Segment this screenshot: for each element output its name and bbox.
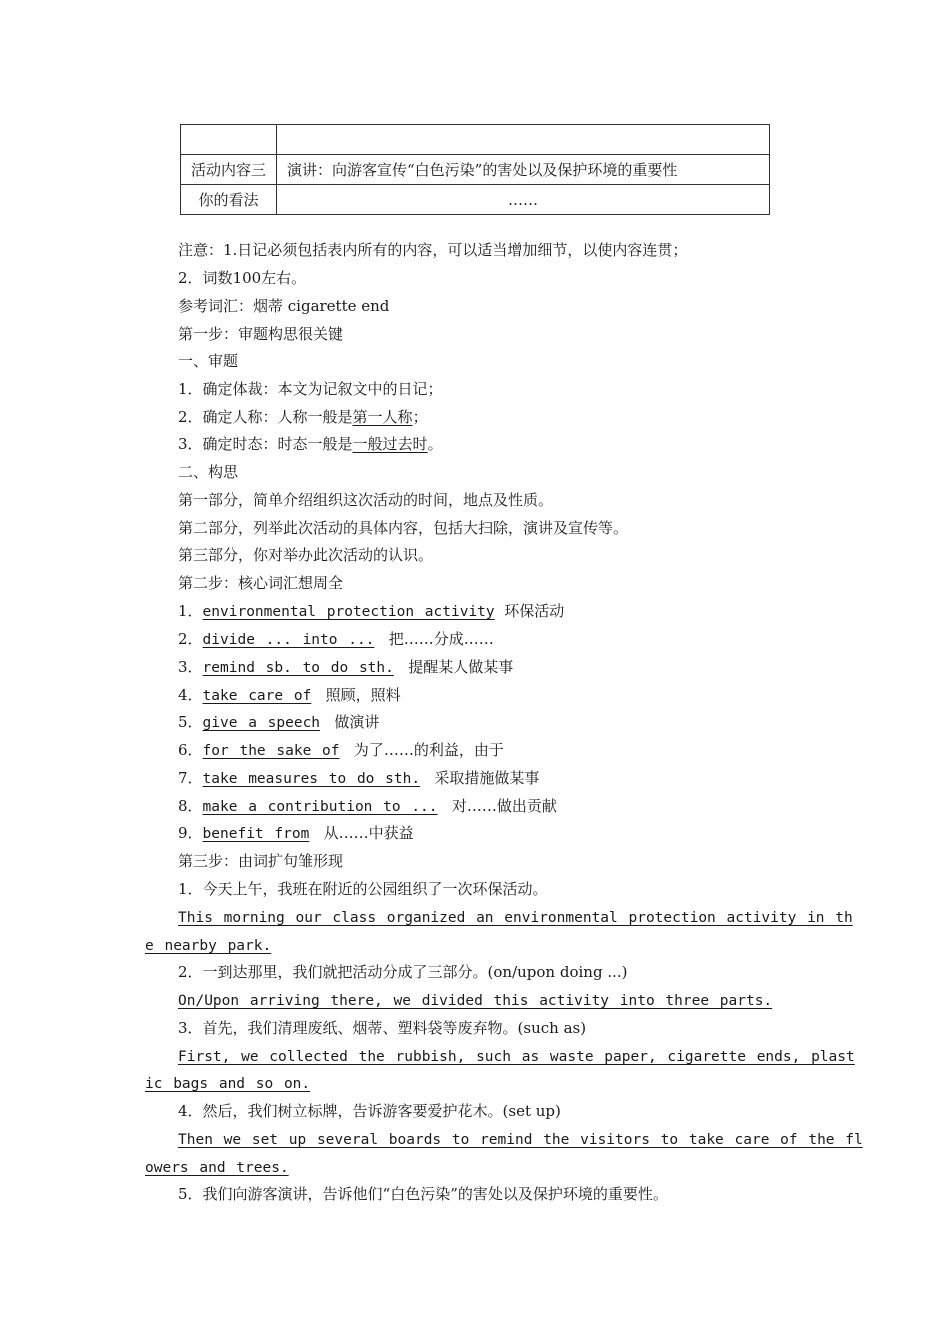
answer-text: ic bags and so on. (145, 1076, 311, 1092)
activity-table (180, 124, 770, 215)
vocab-item (178, 657, 513, 678)
vocab-meaning: 对……做出贡献 (451, 797, 557, 815)
item-number: 3． (178, 658, 203, 676)
table-cell-label (181, 125, 277, 155)
item-text: 3．确定时态：时态一般是 (178, 435, 353, 453)
outline-paragraph: 第一部分，简单介绍组织这次活动的时间，地点及性质。 (178, 491, 554, 509)
note-line: 注意：1.日记必须包括表内所有的内容，可以适当增加细节，以使内容连贯； (178, 241, 688, 259)
section-heading: 二、构思 (178, 463, 239, 481)
vocab-note: 参考词汇：烟蒂 cigarette end (178, 297, 390, 315)
step3-title: 第三步：由词扩句雏形现 (178, 852, 344, 870)
answer-text: On/Upon arriving there, we divided this activity into three parts. (178, 993, 773, 1009)
answer-text: Then we set up several boards to remind the visitors to take care of the fl (178, 1132, 863, 1148)
vocab-phrase: remind sb. to do sth. (202, 660, 394, 676)
answer-text: First, we collected the rubbish, such as waste paper, cigarette ends, plast (178, 1049, 855, 1065)
table-cell-label: 活动内容三 (181, 155, 277, 185)
sentence-prompt: 1．今天上午，我班在附近的公园组织了一次环保活动。 (178, 880, 548, 898)
step1-title: 第一步：审题构思很关键 (178, 325, 344, 343)
vocab-meaning: 采取措施做某事 (434, 769, 540, 787)
answer-text: 第一人称 (352, 408, 413, 426)
sentence-answer (145, 1073, 310, 1094)
table-cell-content: …… (277, 185, 770, 215)
item-text: 。 (427, 435, 443, 453)
vocab-item (178, 629, 494, 650)
answer-text: This morning our class organized an environmental protection activity in th (178, 910, 853, 926)
vocab-item (178, 712, 379, 733)
vocab-meaning: 照顾，照料 (325, 686, 401, 704)
vocab-phrase: environmental protection activity (202, 604, 495, 620)
vocab-item (178, 823, 414, 844)
vocab-meaning: 把……分成…… (388, 630, 494, 648)
vocab-phrase: make a contribution to ... (202, 799, 438, 815)
vocab-meaning: 从……中获益 (323, 824, 414, 842)
item-number: 4． (178, 686, 203, 704)
table-row (181, 155, 770, 185)
sentence-answer (178, 990, 772, 1011)
section-heading: 一、审题 (178, 352, 239, 370)
sentence-answer (178, 1046, 855, 1067)
item-number: 6． (178, 741, 203, 759)
sentence-answer (178, 1129, 863, 1150)
sentence-prompt: 3．首先，我们清理废纸、烟蒂、塑料袋等废弃物。(such as) (178, 1019, 587, 1037)
vocab-item (178, 740, 504, 761)
vocab-phrase: benefit from (202, 826, 310, 842)
table-cell-label: 你的看法 (181, 185, 277, 215)
analysis-item (178, 407, 428, 427)
table-row (181, 125, 770, 155)
table-cell-content: 演讲：向游客宣传“白色污染”的害处以及保护环境的重要性 (277, 155, 770, 185)
table-row (181, 185, 770, 215)
vocab-phrase: for the sake of (202, 743, 340, 759)
answer-text: owers and trees. (145, 1160, 289, 1176)
vocab-item (178, 601, 564, 622)
vocab-item (178, 796, 557, 817)
step2-title: 第二步：核心词汇想周全 (178, 574, 344, 592)
vocab-item (178, 685, 401, 706)
sentence-answer (145, 1157, 289, 1178)
answer-text: e nearby park. (145, 938, 272, 954)
item-number: 8． (178, 797, 203, 815)
sentence-prompt: 5．我们向游客演讲，告诉他们“白色污染”的害处以及保护环境的重要性。 (178, 1185, 668, 1203)
item-text: ； (412, 408, 428, 426)
vocab-phrase: take care of (202, 688, 312, 704)
sentence-answer (145, 935, 271, 956)
item-number: 7． (178, 769, 203, 787)
vocab-meaning: 做演讲 (334, 713, 380, 731)
vocab-item (178, 768, 539, 789)
item-number: 5． (178, 713, 203, 731)
item-number: 2． (178, 630, 203, 648)
outline-paragraph: 第二部分，列举此次活动的具体内容，包括大扫除，演讲及宣传等。 (178, 519, 629, 537)
item-number: 9． (178, 824, 203, 842)
item-number: 1． (178, 602, 203, 620)
table-cell-content (277, 125, 770, 155)
answer-text: 一般过去时 (352, 435, 428, 453)
vocab-meaning: 环保活动 (504, 602, 565, 620)
vocab-meaning: 为了……的利益，由于 (353, 741, 504, 759)
vocab-phrase: divide ... into ... (202, 632, 375, 648)
vocab-phrase: give a speech (202, 715, 321, 731)
item-text: 2．确定人称：人称一般是 (178, 408, 353, 426)
analysis-item (178, 434, 443, 454)
vocab-meaning: 提醒某人做某事 (408, 658, 514, 676)
analysis-item: 1．确定体裁：本文为记叙文中的日记； (178, 380, 443, 398)
sentence-answer (178, 907, 853, 928)
note-line: 2．词数100左右。 (178, 269, 307, 287)
outline-paragraph: 第三部分，你对举办此次活动的认识。 (178, 546, 434, 564)
sentence-prompt: 2．一到达那里，我们就把活动分成了三部分。(on/upon doing ...) (178, 963, 628, 981)
sentence-prompt: 4．然后，我们树立标牌，告诉游客要爱护花木。(set up) (178, 1102, 561, 1120)
vocab-phrase: take measures to do sth. (202, 771, 421, 787)
